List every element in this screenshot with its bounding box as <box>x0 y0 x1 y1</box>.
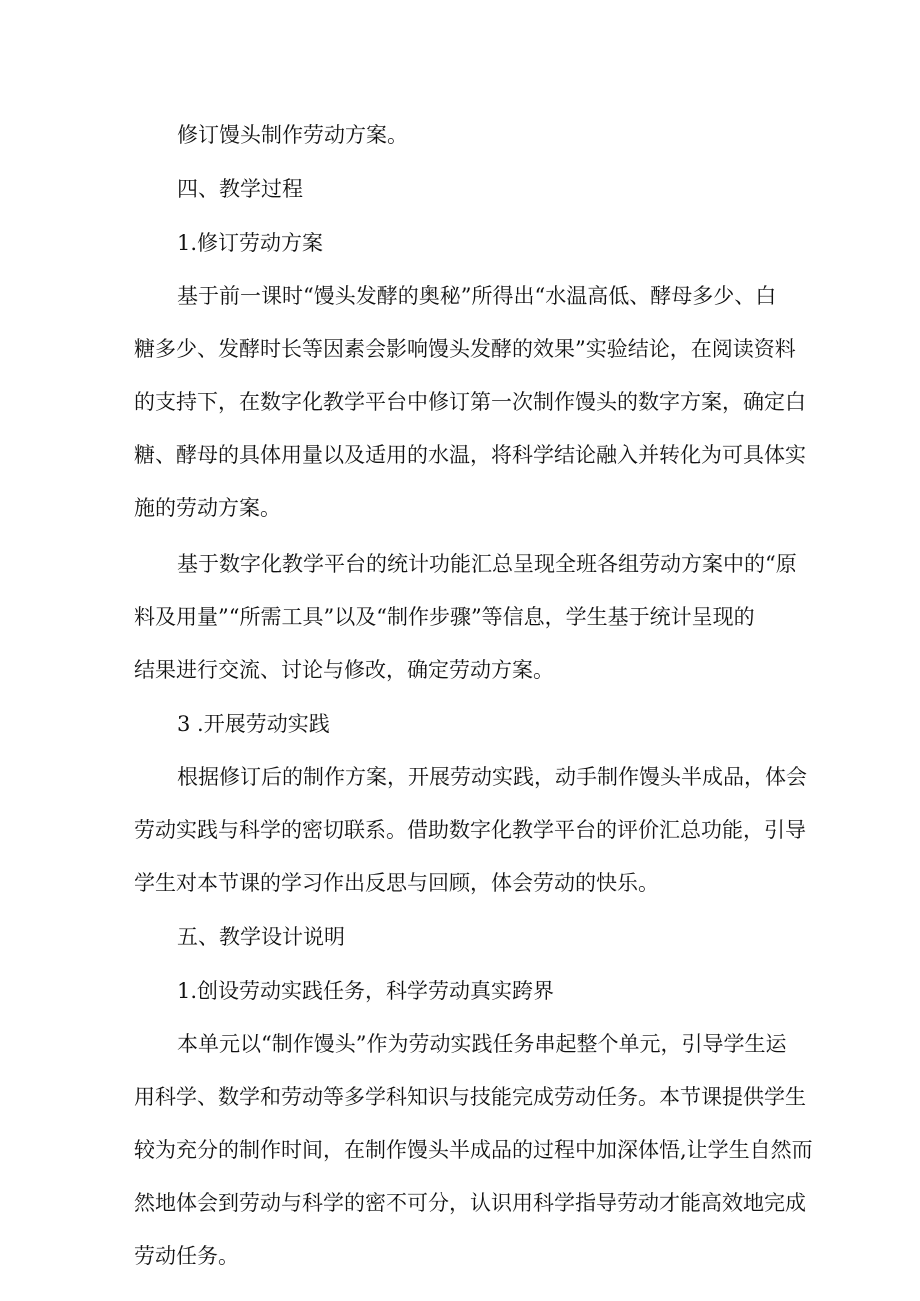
paragraph-line: 的支持下，在数字化教学平台中修订第一次制作馒头的数字方案，确定白 <box>134 390 806 414</box>
section-heading: 五、教学设计说明 <box>177 925 345 949</box>
paragraph-line: 料及用量”“所需工具”以及“制作步骤”等信息，学生基于统计呈现的 <box>134 605 755 629</box>
paragraph-line: 结果进行交流、讨论与修改，确定劳动方案。 <box>134 658 554 682</box>
paragraph-line: 本单元以“制作馒头”作为劳动实践任务串起整个单元，引导学生运 <box>177 1032 787 1056</box>
paragraph-line: 糖、酵母的具体用量以及适用的水温，将科学结论融入并转化为可具体实 <box>134 443 806 467</box>
paragraph-line: 修订馒头制作劳动方案。 <box>177 123 408 147</box>
paragraph-line: 用科学、数学和劳动等多学科知识与技能完成劳动任务。本节课提供学生 <box>134 1085 806 1109</box>
section-heading: 四、教学过程 <box>177 177 303 201</box>
paragraph-line: 施的劳动方案。 <box>134 496 281 520</box>
paragraph-line: 糖多少、发酵时长等因素会影响馒头发酵的效果”实验结论，在阅读资料 <box>134 337 796 361</box>
subsection-heading: 3 .开展劳动实践 <box>177 712 330 736</box>
paragraph-line: 较为充分的制作时间，在制作馒头半成品的过程中加深体悟,让学生自然而 <box>134 1138 813 1162</box>
paragraph-line: 基于前一课时“馒头发酵的奥秘”所得出“水温高低、酵母多少、白 <box>177 284 777 308</box>
paragraph-line: 基于数字化教学平台的统计功能汇总呈现全班各组劳动方案中的“原 <box>177 552 797 576</box>
paragraph-line: 劳动实践与科学的密切联系。借助数字化教学平台的评价汇总功能，引导 <box>134 818 806 842</box>
paragraph-line: 根据修订后的制作方案，开展劳动实践，动手制作馒头半成品，体会 <box>177 765 807 789</box>
subsection-heading: 1.创设劳动实践任务，科学劳动真实跨界 <box>177 979 555 1003</box>
paragraph-line: 然地体会到劳动与科学的密不可分，认识用科学指导劳动才能高效地完成 <box>134 1191 806 1215</box>
paragraph-line: 学生对本节课的学习作出反思与回顾，体会劳动的快乐。 <box>134 871 659 895</box>
subsection-heading: 1.修订劳动方案 <box>177 231 324 255</box>
paragraph-line: 劳动任务。 <box>134 1244 239 1268</box>
